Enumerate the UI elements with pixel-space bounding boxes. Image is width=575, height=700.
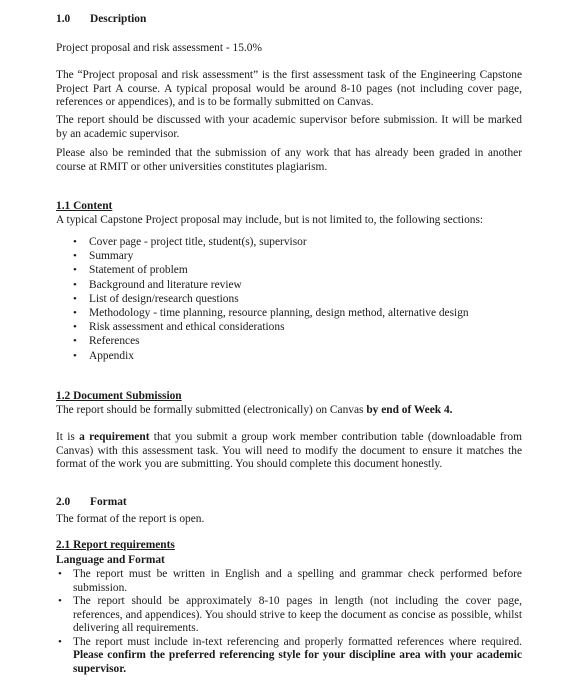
list-item: • The report must be written in English and a spelling and grammar check performed before submission. xyxy=(56,568,522,595)
list-item-bold: Please confirm the preferred referencing style for your discipline area with your academic supervisor. xyxy=(73,649,522,675)
list-item: • Risk assessment and ethical considerations xyxy=(56,320,522,334)
requirements-heading: 2.1 Report requirements xyxy=(56,539,175,551)
section-1-heading xyxy=(56,12,522,26)
content-intro: A typical Capstone Project proposal may include, but is not limited to, the following sections: xyxy=(56,214,484,226)
section-number: 2.0 xyxy=(56,496,71,508)
requirement-text-rest: that you submit a group work member contribution table (downloadable from Canvas) with this assessment task. You will need to modify the document to ensure it matches the format of the work you are submitting. You should complete this document honestly. xyxy=(56,431,522,470)
description-paragraph-1: The “Project proposal and risk assessment” is the first assessment task of the Engineering Capstone Project Part A course. A typical proposal would be around 8-10 pages (not including cover page, references or appendices), and is to be formally submitted on Canvas. xyxy=(56,69,522,108)
description-paragraph-2: The report should be discussed with your academic supervisor before submission. It will be marked by an academic supervisor. xyxy=(56,114,522,140)
section-number: 1.0 xyxy=(56,13,71,25)
requirement-bold: a requirement xyxy=(79,431,150,443)
contribution-requirement-paragraph xyxy=(56,431,522,472)
submission-heading: 1.2 Document Submission xyxy=(56,390,182,402)
requirement-text-lead: It is xyxy=(56,431,80,443)
list-item: • The report should be approximately 8-10 pages in length (not including the cover page, references, and appendices). You should strive to keep the document as concise as possible, whilst delivering all requirements. xyxy=(56,595,522,636)
list-item: • Cover page - project title, student(s), supervisor xyxy=(56,235,522,249)
submission-deadline-line xyxy=(56,403,522,417)
format-text: The format of the report is open. xyxy=(56,513,205,525)
list-item: • Background and literature review xyxy=(56,278,522,292)
list-item: • Appendix xyxy=(56,349,522,363)
list-item: • Methodology - time planning, resource planning, design method, alternative design xyxy=(56,306,522,320)
section-title: Description xyxy=(90,13,147,25)
list-item: • List of design/research questions xyxy=(56,292,522,306)
submission-deadline-text: The report should be formally submitted (electronically) on Canvas xyxy=(56,404,367,416)
section-title: Format xyxy=(90,496,127,508)
language-format-subheading: Language and Format xyxy=(56,554,165,566)
list-item-text: The report must include in-text referencing and properly formatted references where required. xyxy=(73,635,522,648)
content-section-list xyxy=(56,235,522,363)
assessment-subtitle: Project proposal and risk assessment - 15.0% xyxy=(56,42,262,54)
list-item: • References xyxy=(56,334,522,348)
requirements-list xyxy=(56,568,522,676)
submission-deadline-bold: by end of Week 4. xyxy=(366,404,453,416)
content-heading: 1.1 Content xyxy=(56,200,113,212)
list-item xyxy=(56,636,522,677)
section-2-heading xyxy=(56,495,522,509)
description-paragraph-3: Please also be reminded that the submission of any work that has already been graded in another course at RMIT or other universities constitutes plagiarism. xyxy=(56,147,522,173)
list-item: • Summary xyxy=(56,249,522,263)
list-item: • Statement of problem xyxy=(56,263,522,277)
